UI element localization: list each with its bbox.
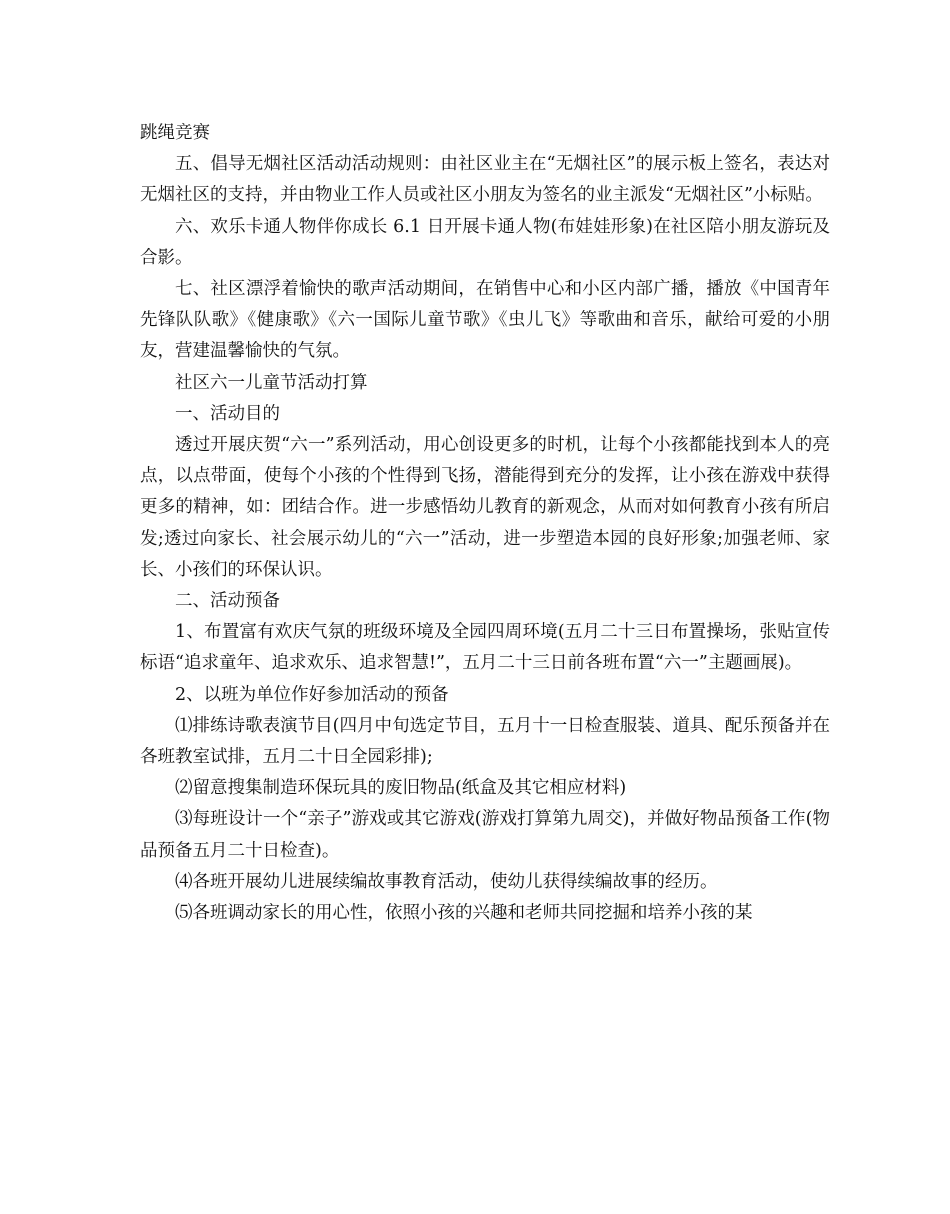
section-heading-plan: 社区六一儿童节活动打算 [175, 372, 368, 393]
list-item-2: ⑵留意搜集制造环保玩具的废旧物品(纸盒及其它相应材料) [175, 778, 627, 799]
paragraph-smoke-free: 五、倡导无烟社区活动活动规则：由社区业主在“无烟社区”的展示板上签名，表达对无烟社区的支持，并由物业工作人员或社区小朋友为签名的业主派发“无烟社区”小标贴。 [140, 154, 830, 206]
document-body [140, 118, 830, 929]
list-item-3: ⑶每班设计一个“亲子”游戏或其它游戏(游戏打算第九周交)，并做好物品预备工作(物品预备五月二十日检查)。 [140, 809, 830, 861]
list-item-4: ⑷各班开展幼儿进展续编故事教育活动，使幼儿获得续编故事的经历。 [175, 871, 718, 892]
paragraph-prep-1: 1、布置富有欢庆气氛的班级环境及全园四周环境(五月二十三日布置操场，张贴宣传标语“追求童年、追求欢乐、追求智慧!”，五月二十三日前各班布置“六一”主题画展)。 [140, 622, 830, 674]
section-heading-purpose: 一、活动目的 [175, 403, 280, 424]
section-heading-preparation: 二、活动预备 [175, 591, 280, 612]
paragraph-jump-rope: 跳绳竞赛 [140, 123, 210, 143]
paragraph-purpose: 透过开展庆贺“六一”系列活动，用心创设更多的时机，让每个小孩都能找到本人的亮点，以点带面，使每个小孩的个性得到飞扬，潜能得到充分的发挥，让小孩在游戏中获得更多的精神，如：团结合作。进一步感悟幼儿教育的新观念，从而对如何教育小孩有所启发;透过向家长、社会展示幼儿的“六一”活动，进一步塑造本园的良好形象;加强老师、家长、小孩们的环保认识。 [140, 435, 830, 580]
paragraph-cartoon: 六、欢乐卡通人物伴你成长 6.1 日开展卡通人物(布娃娃形象)在社区陪小朋友游玩及合影。 [140, 216, 830, 268]
paragraph-songs: 七、社区漂浮着愉快的歌声活动期间，在销售中心和小区内部广播，播放《中国青年先锋队队歌》《健康歌》《六一国际儿童节歌》《虫儿飞》等歌曲和音乐，献给可爱的小朋友，营建温馨愉快的气氛。 [140, 279, 830, 362]
list-item-1: ⑴排练诗歌表演节目(四月中旬选定节目，五月十一日检查服装、道具、配乐预备并在各班教室试排，五月二十日全园彩排); [140, 715, 830, 768]
list-item-5: ⑸各班调动家长的用心性，依照小孩的兴趣和老师共同挖掘和培养小孩的某 [175, 903, 753, 924]
paragraph-prep-2: 2、以班为单位作好参加活动的预备 [175, 684, 449, 705]
